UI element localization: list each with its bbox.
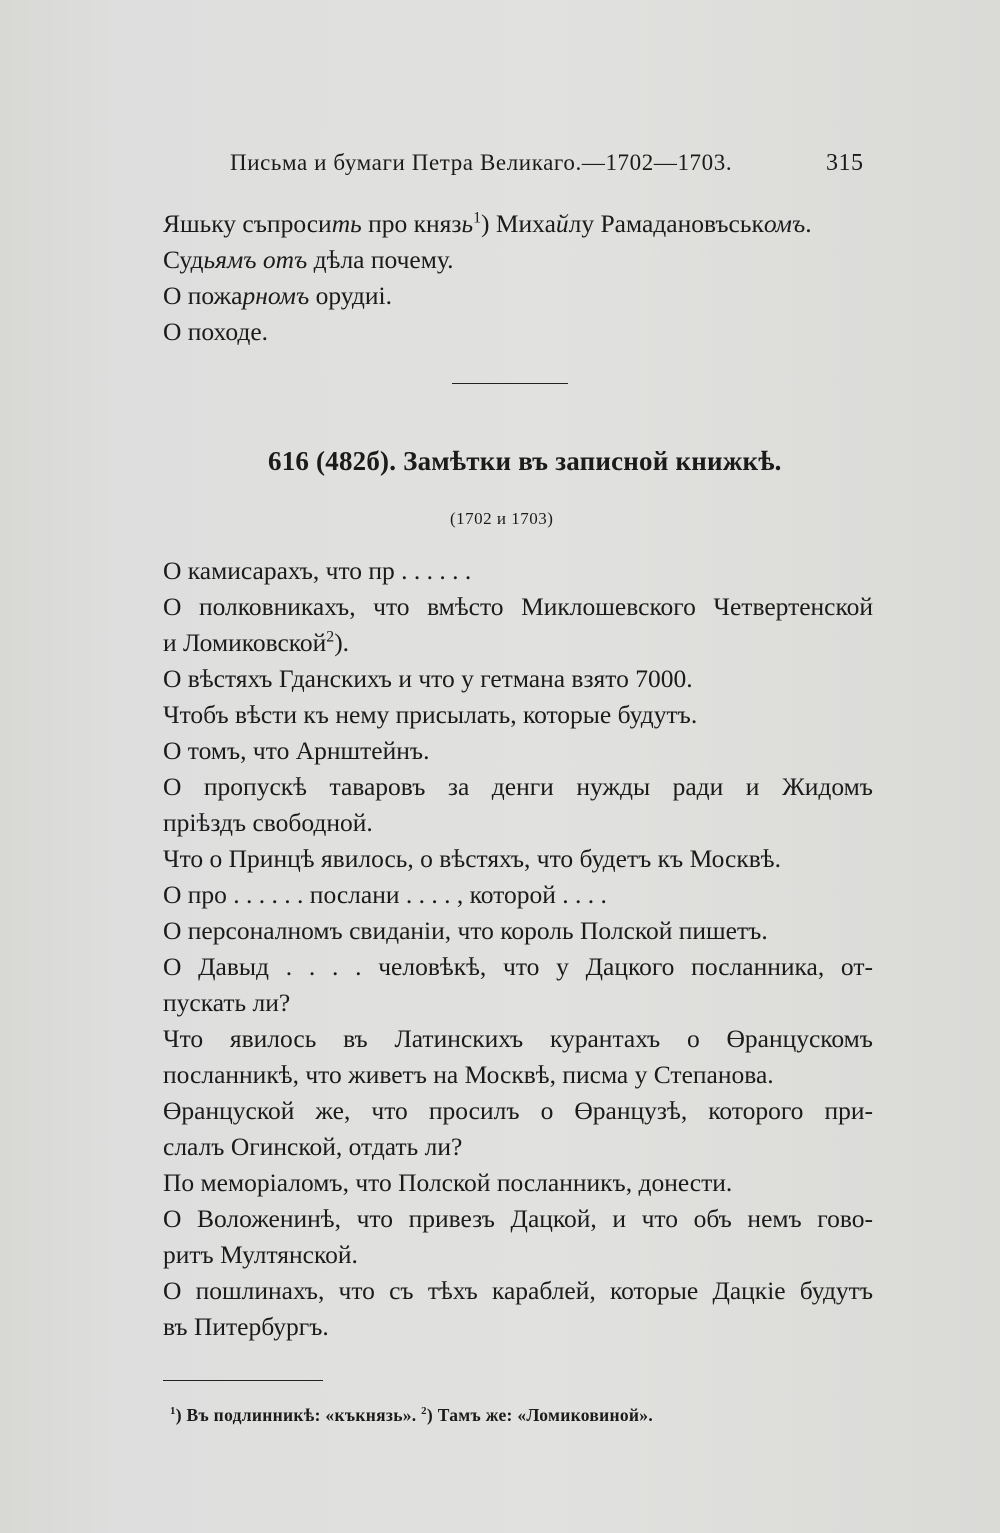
- footnote-number: 1: [170, 1405, 176, 1418]
- text-segment: Суд: [163, 245, 204, 274]
- text-segment: орудиі.: [309, 281, 392, 310]
- text-segment: и Ломиковской: [163, 628, 327, 657]
- footnotes: [170, 1405, 653, 1426]
- italic-segment: ть: [331, 209, 362, 238]
- previous-entry-continuation: [163, 206, 873, 350]
- text-line: О Воложенинѣ, что привезъ Дацкой, и что объ немъ гово-: [163, 1204, 873, 1233]
- footnote-ref: 2: [326, 628, 335, 646]
- italic-segment: й: [555, 209, 569, 238]
- footnote-number: 2: [421, 1405, 427, 1418]
- text-line: слалъ Огинской, отдать ли?: [163, 1132, 463, 1161]
- text-line: О пропускѣ таваровъ за денги нужды ради и Жидомъ: [163, 772, 873, 801]
- text-line: О полковникахъ, что вмѣсто Миклошевского Четвертенской: [163, 592, 873, 621]
- footnote-text: ) Тамъ же: «Ломиковиной».: [426, 1405, 654, 1425]
- page-number: 315: [826, 150, 864, 176]
- text-line: О вѣстяхъ Гданскихъ и что у гетмана взято 7000.: [163, 664, 693, 693]
- text-line: [163, 242, 873, 278]
- text-segment: Яшьку съпроси: [163, 209, 332, 238]
- document-body: [163, 553, 873, 1345]
- text-segment: О пожа: [163, 281, 243, 310]
- text-segment: .: [805, 209, 812, 238]
- text-line: О персоналномъ свиданіи, что король Полской пишетъ.: [163, 916, 768, 945]
- text-line: [163, 278, 873, 314]
- text-segment: ) Миха: [480, 209, 556, 238]
- text-line: Что явилось въ Латинскихъ курантахъ о Өранцускомъ: [163, 1024, 873, 1053]
- text-line: въ Питербургъ.: [163, 1312, 329, 1341]
- italic-segment: омъ: [763, 209, 806, 238]
- text-line: О камисарахъ, что пр . . . . . .: [163, 556, 472, 585]
- text-segment: про княз: [361, 209, 462, 238]
- text-line: [163, 206, 873, 242]
- italic-segment: ь: [461, 209, 474, 238]
- text-line: посланникѣ, что живетъ на Москвѣ, писма у Степанова.: [163, 1060, 774, 1089]
- italic-segment: ьямъ: [203, 245, 257, 274]
- italic-segment: отъ: [262, 245, 308, 274]
- footnote-text: ) Въ подлинникѣ: «къкнязь».: [175, 1405, 422, 1425]
- italic-segment: рномъ: [242, 281, 310, 310]
- text-line: Что о Принцѣ явилось, о вѣстяхъ, что будетъ къ Москвѣ.: [163, 844, 782, 873]
- text-line: Чтобъ вѣсти къ нему присылать, которые будутъ.: [163, 700, 698, 729]
- document-date: (1702 и 1703): [450, 509, 554, 528]
- text-line: Өранцуской же, что просилъ о Өранцузѣ, которого при-: [163, 1096, 873, 1125]
- text-line: О пошлинахъ, что съ тѣхъ караблей, которые Дацкіе будутъ: [163, 1276, 873, 1305]
- text-line: О Давыд . . . . человѣкѣ, что у Дацкого посланника, от-: [163, 952, 873, 981]
- text-line: ритъ Мултянской.: [163, 1240, 358, 1269]
- text-line: пускать ли?: [163, 988, 291, 1017]
- footnote-divider: [163, 1380, 323, 1381]
- text-segment: дѣла почему.: [307, 245, 454, 274]
- text-line: О походе.: [163, 317, 269, 346]
- text-line: пріѣздъ свободной.: [163, 808, 373, 837]
- text-line: По меморіаломъ, что Полской посланникъ, донести.: [163, 1168, 733, 1197]
- running-head: Письма и бумаги Петра Великаго.—1702—1703.: [230, 150, 733, 175]
- text-segment: ).: [334, 628, 350, 657]
- text-line: О томъ, что Арнштейнъ.: [163, 736, 430, 765]
- text-segment: лу Рамадановъськ: [568, 209, 764, 238]
- text-line: [163, 625, 873, 661]
- document-heading: 616 (482б). Замѣтки въ записной книжкѣ.: [268, 446, 782, 476]
- section-divider: [452, 383, 568, 384]
- text-line: О про . . . . . . послани . . . . , которой . . . .: [163, 880, 607, 909]
- footnote-ref: 1: [473, 209, 481, 227]
